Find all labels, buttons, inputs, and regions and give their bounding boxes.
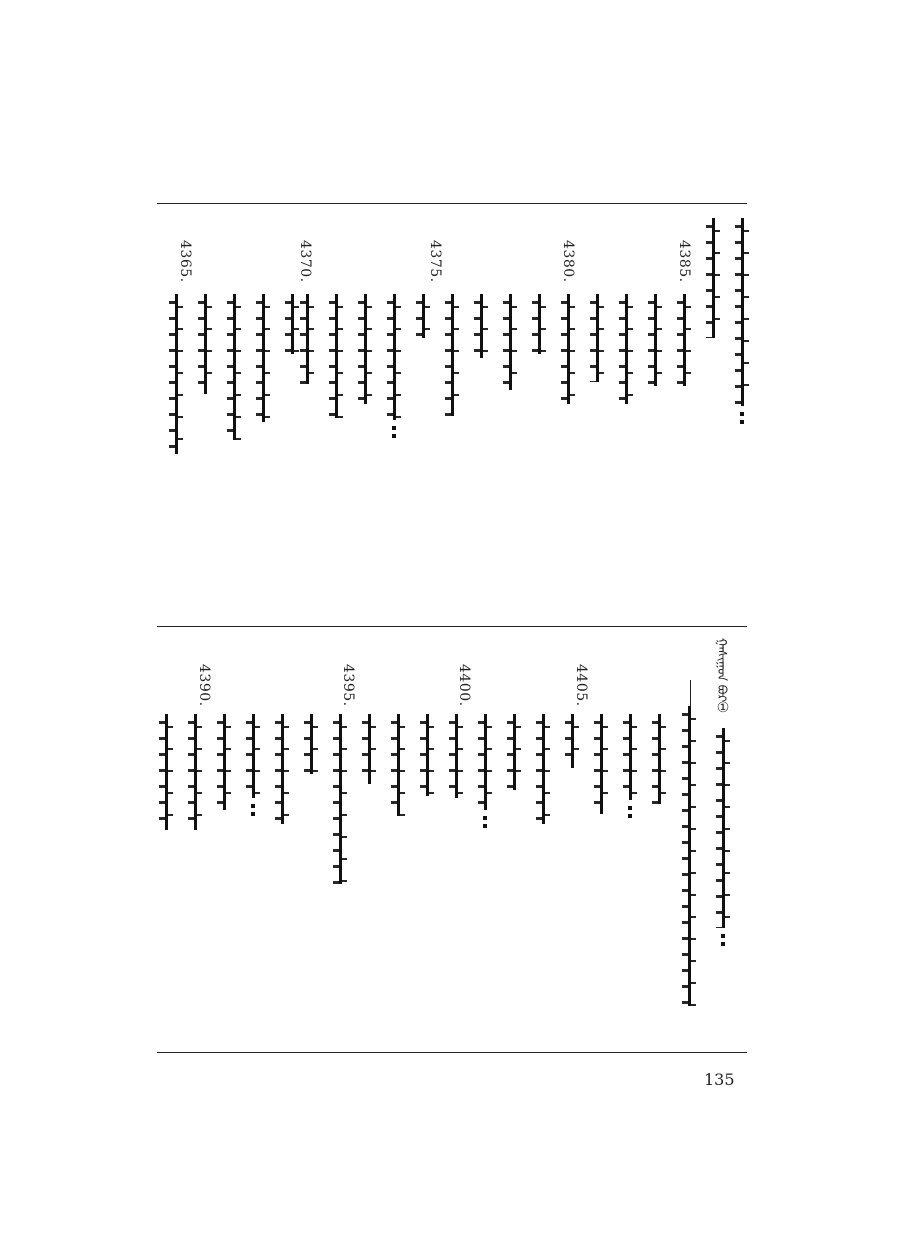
verse-line xyxy=(387,708,409,816)
verse-line xyxy=(503,708,525,790)
verse-line xyxy=(383,288,405,440)
line-number: 4385. xyxy=(676,240,692,283)
verse-line xyxy=(325,288,347,418)
verse-line xyxy=(590,708,612,814)
line-number: 4370. xyxy=(297,240,313,283)
verse-line xyxy=(586,288,608,382)
verse-line xyxy=(445,708,467,798)
verse-line xyxy=(619,708,641,820)
verse-line xyxy=(702,218,724,338)
line-number: 4400. xyxy=(456,664,472,707)
verse-line xyxy=(242,708,264,818)
verse-line-4380 xyxy=(557,240,579,404)
verse-line xyxy=(165,288,187,454)
verse-line-4395 xyxy=(340,664,356,712)
verse-line xyxy=(329,708,351,884)
line-number: 4380. xyxy=(560,240,576,283)
page-number: 135 xyxy=(704,1070,735,1089)
line-number: 4390. xyxy=(196,664,212,707)
verse-line xyxy=(184,708,206,830)
verse-line-4370 xyxy=(297,240,313,288)
verse-line xyxy=(644,288,666,386)
top-rule xyxy=(157,203,747,204)
footnote-marker: ① xyxy=(716,700,730,716)
verse-line xyxy=(731,218,753,426)
verse-line-4375 xyxy=(427,240,443,288)
footnote-body xyxy=(678,700,700,1006)
verse-line xyxy=(354,288,376,404)
verse-line xyxy=(412,288,434,338)
verse-line xyxy=(213,708,235,810)
verse-line xyxy=(252,288,274,422)
verse-line xyxy=(194,288,216,394)
verse-line xyxy=(615,288,637,404)
verse-line xyxy=(648,708,670,804)
verse-line xyxy=(416,708,438,796)
verse-line xyxy=(300,708,322,774)
verse-line-4390 xyxy=(196,664,212,712)
verse-line-4385 xyxy=(673,240,695,386)
verse-line xyxy=(281,288,303,354)
line-number: 4405. xyxy=(573,664,589,707)
verse-line-4400 xyxy=(456,664,472,712)
verse-line xyxy=(223,288,245,440)
line-number: 4365. xyxy=(177,240,193,283)
line-number: 4375. xyxy=(427,240,443,283)
verse-line xyxy=(271,708,293,824)
footnote-text xyxy=(712,700,734,948)
verse-line-4365 xyxy=(177,240,193,288)
verse-line xyxy=(561,708,583,768)
verse-line xyxy=(499,288,521,390)
footnote-source: ᠭᠠᠰᠢᠭᠤᠨ ᠪᠤᠷ xyxy=(715,638,729,703)
verse-line xyxy=(358,708,380,784)
verse-line xyxy=(155,708,177,830)
verse-line xyxy=(474,708,496,830)
middle-rule xyxy=(157,626,747,627)
verse-line xyxy=(528,288,550,354)
verse-line xyxy=(532,708,554,824)
verse-line-4405 xyxy=(573,664,589,712)
bottom-rule xyxy=(157,1052,747,1053)
verse-line xyxy=(470,288,492,358)
verse-line xyxy=(441,288,463,416)
line-number: 4395. xyxy=(340,664,356,707)
